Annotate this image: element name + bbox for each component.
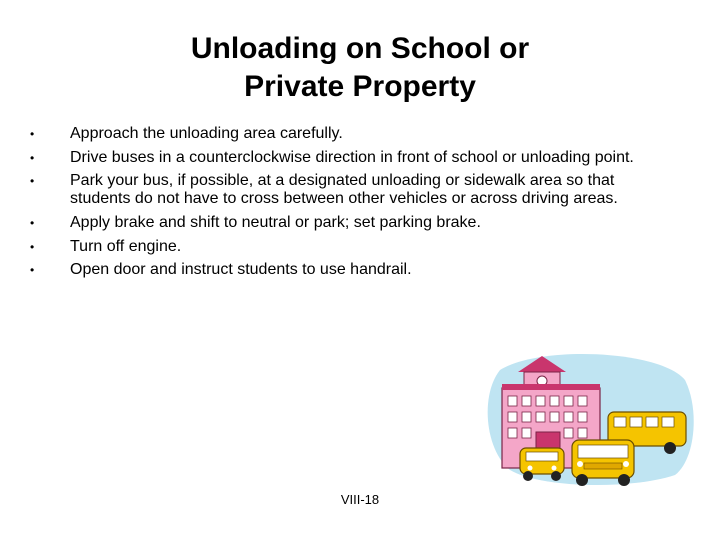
list-item <box>30 125 670 143</box>
list-item <box>30 149 670 167</box>
school-with-buses-icon <box>480 350 700 490</box>
bullet-text: Drive buses in a counterclockwise direction in front of school or unloading point. <box>70 148 634 166</box>
bullet-icon: • <box>30 127 35 141</box>
bullet-icon: • <box>30 239 35 254</box>
slide-title <box>60 30 660 106</box>
bullet-text: Apply brake and shift to neutral or park; set parking brake. <box>70 213 481 231</box>
list-item <box>30 214 670 232</box>
bullet-icon: • <box>30 215 35 230</box>
list-item <box>30 261 670 279</box>
slide-title-line-1: Unloading on School or <box>190 32 530 65</box>
bullet-text: Open door and instruct students to use handrail. <box>70 261 412 279</box>
bullet-text: Park your bus, if possible, at a designated unloading or sidewalk area so that students do not have to cross between other vehicles or across driving areas. <box>70 172 618 208</box>
page-number: VIII-18 <box>340 492 380 507</box>
slide-title-line-2: Private Property <box>244 70 476 103</box>
bullet-text: Approach the unloading area carefully. <box>70 125 343 142</box>
bullet-icon: • <box>30 174 35 189</box>
list-item <box>30 238 670 256</box>
list-item <box>30 172 670 208</box>
bullet-icon: • <box>30 263 35 278</box>
bullet-icon: • <box>30 150 35 165</box>
bullet-list <box>30 125 670 285</box>
bullet-text: Turn off engine. <box>70 237 182 255</box>
